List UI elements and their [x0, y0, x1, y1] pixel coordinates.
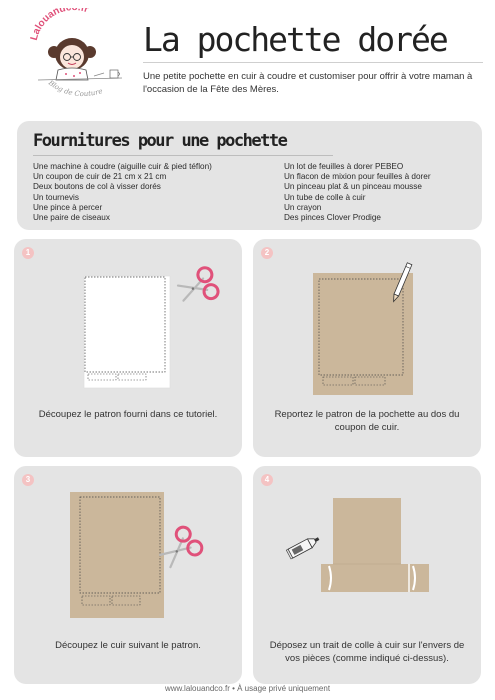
step-3-panel	[14, 466, 242, 684]
supply-item: Deux boutons de col à visser dorés	[33, 182, 161, 192]
step-caption: Découpez le patron fourni dans ce tutoriel.	[38, 409, 218, 420]
supply-item: Une machine à coudre (aiguille cuir & pied téflon)	[33, 162, 212, 171]
step-2-panel	[253, 239, 481, 457]
intro-text: Une petite pochette en cuir à coudre et customiser pour offrir à votre maman à l'occasion de la Fête des Mères.	[143, 71, 473, 95]
supplies-list-right	[284, 162, 474, 223]
leather-cutting-illustration	[14, 466, 242, 646]
supply-item: Un crayon	[284, 202, 322, 212]
svg-text:Blog de Couture	[46, 78, 103, 98]
blog-logo[interactable]	[14, 8, 132, 110]
supply-item: Un tournevis	[33, 192, 79, 202]
supply-item: Un pinceau plat & un pinceau mousse	[284, 182, 422, 192]
supply-item: Une paire de ciseaux	[33, 213, 110, 223]
step-number-badge: 4	[261, 474, 273, 486]
step-number-badge: 3	[22, 474, 34, 486]
step-caption: Découpez le cuir suivant le patron.	[55, 640, 201, 651]
glue-tube-icon	[286, 534, 321, 559]
supplies-divider	[33, 155, 333, 156]
supplies-title: Fournitures pour une pochette	[33, 131, 287, 151]
logo-subtitle: Blog de Couture	[46, 78, 104, 99]
paper-pattern-illustration	[14, 239, 242, 419]
supply-item: Un flacon de mixion pour feuilles à dorer	[284, 172, 431, 182]
step-caption: Reportez le patron de la pochette au dos du coupon de cuir.	[274, 409, 460, 433]
supply-item: Un lot de feuilles à dorer PEBEO	[284, 162, 404, 171]
scissors-icon	[175, 266, 220, 308]
step-number-badge: 2	[261, 247, 273, 259]
supply-item: Une pince à percer	[33, 202, 103, 212]
logo-illustration	[14, 8, 132, 110]
logo-text: Lalouand fr	[28, 8, 90, 42]
svg-text:Lalouandco.fr	[29, 8, 90, 42]
supply-item: Un coupon de cuir de 21 cm x 21 cm	[33, 172, 167, 182]
supplies-list-left	[33, 162, 263, 223]
glue-illustration	[253, 466, 481, 646]
step-1-panel	[14, 239, 242, 457]
supply-item: Des pinces Clover Prodige	[284, 213, 381, 223]
title-divider	[143, 62, 483, 63]
supply-item: Un tube de colle à cuir	[284, 192, 366, 202]
leather-tracing-illustration	[253, 239, 481, 419]
step-number-badge: 1	[22, 247, 34, 259]
step-caption: Déposez un trait de colle à cuir sur l'envers de vos pièces (comme indiqué ci-dessus).	[269, 640, 465, 664]
footer-text: www.lalouandco.fr • À usage privé uniquement	[164, 684, 331, 693]
page-title: La pochette dorée	[143, 20, 447, 59]
step-4-panel	[253, 466, 481, 684]
supplies-panel	[17, 121, 482, 230]
